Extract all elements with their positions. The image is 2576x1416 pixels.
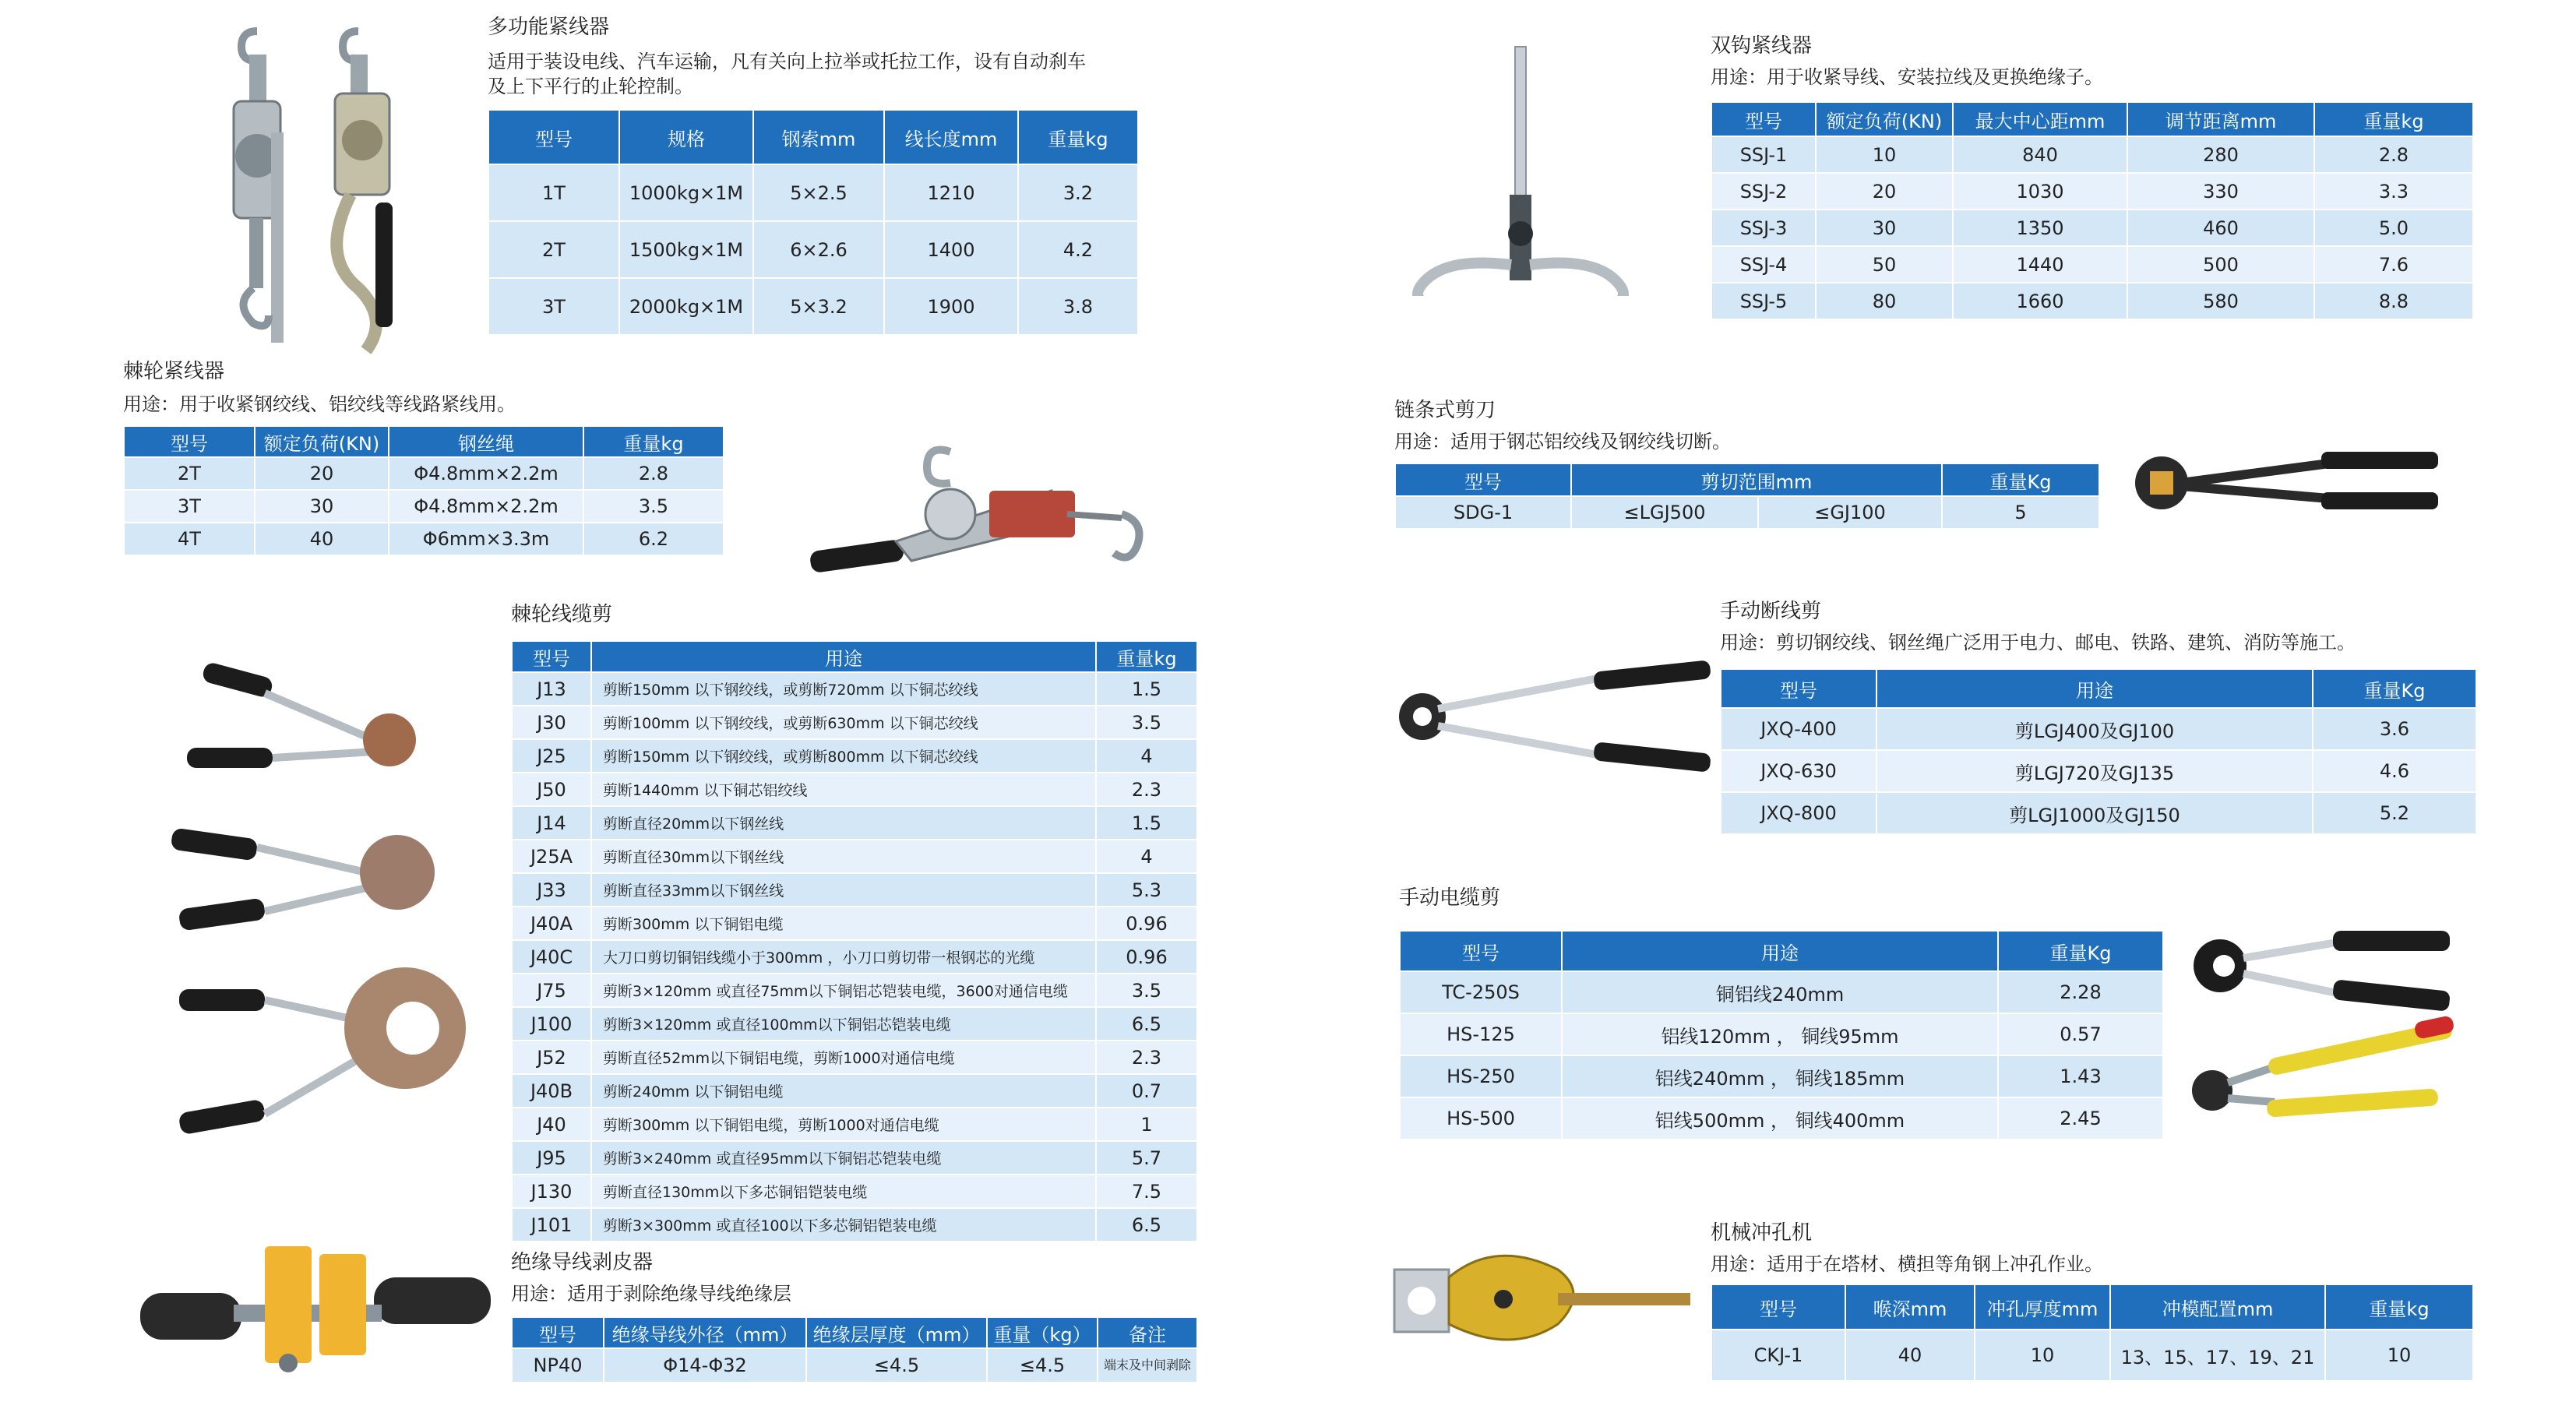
cell: J101 [512, 1208, 591, 1242]
table-row [1711, 136, 2473, 173]
header-cell: 重量kg [583, 426, 724, 457]
cell: J25 [512, 739, 591, 773]
header-cell: 型号 [1711, 102, 1816, 136]
ratchet-cutter-table [511, 640, 1198, 1242]
table-row [512, 773, 1197, 806]
cell: 1.5 [1096, 672, 1197, 706]
cell: 5.3 [1096, 873, 1197, 907]
table-row [1400, 1013, 2163, 1055]
cell: 1 [1096, 1108, 1197, 1141]
header-cell: 最大中心距mm [1953, 102, 2127, 136]
cell: 40 [255, 523, 389, 555]
header-cell: 型号 [1711, 1284, 1845, 1330]
cell: 剪断直径33mm以下钢丝线 [591, 873, 1096, 907]
cell: 剪LGJ1000及GJ150 [1876, 792, 2313, 834]
cell: 剪断300mm 以下铜铝电缆，剪断1000对通信电缆 [591, 1108, 1096, 1141]
cell: 剪LGJ720及GJ135 [1876, 750, 2313, 792]
table-row [512, 1041, 1197, 1074]
header-cell: 重量Kg [1998, 931, 2163, 971]
cell: 大刀口剪切铜铝线缆小于300mm ，小刀口剪切带一根钢芯的光缆 [591, 940, 1096, 974]
cell: JXQ-800 [1721, 792, 1876, 834]
header-cell: 钢丝绳 [389, 426, 583, 457]
stripper-table [511, 1316, 1198, 1383]
header-cell: 冲孔厚度mm [1975, 1284, 2110, 1330]
cell: Φ6mm×3.3m [389, 523, 583, 555]
cell: SSJ-4 [1711, 246, 1816, 283]
cell: 3T [124, 490, 255, 523]
cell: 2.28 [1998, 971, 2163, 1013]
cell: 5.7 [1096, 1141, 1197, 1175]
ratchet-tensioner-title: 棘轮紧线器 [123, 360, 225, 383]
ratchet-tensioner-image [795, 428, 1200, 584]
punch-desc: 用途：适用于在塔材、横担等角钢上冲孔作业。 [1711, 1253, 2103, 1275]
cell: 330 [2127, 173, 2314, 210]
cable-cutter-title: 手动电缆剪 [1399, 886, 1501, 910]
cell: J14 [512, 806, 591, 840]
header-cell: 重量（kg） [987, 1317, 1098, 1348]
table-row [512, 907, 1197, 940]
table-row [512, 1175, 1197, 1208]
header-cell: 调节距离mm [2127, 102, 2314, 136]
table-row [512, 1007, 1197, 1041]
cell: 0.7 [1096, 1074, 1197, 1108]
cell: 2.8 [2314, 136, 2473, 173]
header-cell: 钢索mm [753, 110, 884, 164]
cell: 1400 [884, 221, 1018, 278]
cell: TC-250S [1400, 971, 1562, 1013]
cell: 剪断150mm 以下钢绞线，或剪断720mm 以下铜芯绞线 [591, 672, 1096, 706]
ratchet-cutter-title: 棘轮线缆剪 [511, 603, 613, 626]
cell: J40A [512, 907, 591, 940]
cell: 2.45 [1998, 1097, 2163, 1139]
cell: 20 [255, 457, 389, 490]
cell: 1900 [884, 278, 1018, 335]
table-row [512, 706, 1197, 739]
table-row [1395, 496, 2099, 529]
cell: 500 [2127, 246, 2314, 283]
chain-cutter-desc: 用途：适用于钢芯铝绞线及钢绞线切断。 [1394, 431, 1731, 453]
cell: 4T [124, 523, 255, 555]
cell: 3.8 [1018, 278, 1138, 335]
cell: 5.0 [2314, 210, 2473, 246]
cell: 30 [1816, 210, 1953, 246]
cable-cutter-yellow [2192, 1015, 2455, 1118]
lever-hoist-1 [234, 31, 284, 343]
multi-tensioner-table [488, 109, 1139, 336]
cell: 剪断3×120mm 或直径75mm以下铜铝芯铠装电缆，3600对通信电缆 [591, 974, 1096, 1007]
multi-tensioner-desc-line1: 适用于装设电线、汽车运输，凡有关向上拉举或托拉工作，设有自动刹车 [488, 51, 1086, 72]
cell: J40 [512, 1108, 591, 1141]
table-row [1711, 1330, 2473, 1381]
stripper-desc: 用途：适用于剥除绝缘导线绝缘层 [511, 1283, 791, 1305]
header-cell: 重量Kg [2313, 669, 2476, 708]
table-row [512, 672, 1197, 706]
cell: J13 [512, 672, 591, 706]
table-row [1711, 173, 2473, 210]
ratchet-tensioner-desc: 用途：用于收紧钢绞线、铝绞线等线路紧线用。 [123, 393, 516, 415]
table-row [512, 873, 1197, 907]
cell: 13、15、17、19、21 [2110, 1330, 2325, 1381]
cell: 铝线240mm ， 铜线185mm [1562, 1055, 1998, 1097]
table-row [1711, 283, 2473, 319]
cell: 6×2.6 [753, 221, 884, 278]
cell: 5 [1942, 496, 2099, 529]
cell: NP40 [512, 1348, 604, 1383]
table-row [1721, 750, 2476, 792]
chain-cutter-image [2127, 436, 2454, 530]
cell: J30 [512, 706, 591, 739]
cell: 2T [124, 457, 255, 490]
cell: 10 [1975, 1330, 2110, 1381]
cell: J100 [512, 1007, 591, 1041]
chain-cutter-table [1394, 463, 2100, 530]
cell: ≤4.5 [806, 1348, 987, 1383]
cell: 剪断150mm 以下钢绞线，或剪断800mm 以下铜芯绞线 [591, 739, 1096, 773]
table-row [1721, 708, 2476, 750]
cell: SSJ-3 [1711, 210, 1816, 246]
table-row [1400, 1097, 2163, 1139]
cell: 剪断3×240mm 或直径95mm以下铜铝芯铠装电缆 [591, 1141, 1096, 1175]
cell: ≤4.5 [987, 1348, 1098, 1383]
table-row [512, 940, 1197, 974]
cell: 5×3.2 [753, 278, 884, 335]
cell: JXQ-400 [1721, 708, 1876, 750]
header-cell: 绝缘层厚度（mm） [806, 1317, 987, 1348]
header-cell: 用途 [1876, 669, 2313, 708]
table-row [512, 1074, 1197, 1108]
ratchet-cutter-images [164, 654, 491, 1153]
cell: 7.5 [1096, 1175, 1197, 1208]
double-hook-desc: 用途：用于收紧导线、安装拉线及更换绝缘子。 [1711, 66, 2103, 88]
cell: CKJ-1 [1711, 1330, 1845, 1381]
header-cell: 型号 [488, 110, 619, 164]
cell: J40B [512, 1074, 591, 1108]
cable-cutter-images [2181, 919, 2461, 1137]
cell: 3.5 [583, 490, 724, 523]
cell: 剪断3×120mm 或直径100mm以下铜铝芯铠装电缆 [591, 1007, 1096, 1041]
header-cell: 型号 [124, 426, 255, 457]
cell: 0.96 [1096, 940, 1197, 974]
cell: J95 [512, 1141, 591, 1175]
cell: 6.5 [1096, 1208, 1197, 1242]
header-cell: 重量kg [1096, 641, 1197, 672]
cable-cutter-table [1399, 930, 2164, 1140]
cell: 剪断100mm 以下钢绞线，或剪断630mm 以下铜芯绞线 [591, 706, 1096, 739]
header-cell: 重量kg [1018, 110, 1138, 164]
cell: 3T [488, 278, 619, 335]
cell: 6.2 [583, 523, 724, 555]
cell: 5.2 [2313, 792, 2476, 834]
cell: 4 [1096, 840, 1197, 873]
cell: 0.57 [1998, 1013, 2163, 1055]
table-row [512, 1208, 1197, 1242]
cell: 1T [488, 164, 619, 221]
multi-tensioner-desc-line2: 及上下平行的止轮控制。 [488, 76, 693, 97]
stripper-image [132, 1231, 499, 1386]
cell: 1350 [1953, 210, 2127, 246]
cell: HS-500 [1400, 1097, 1562, 1139]
cell: 剪断直径20mm以下钢丝线 [591, 806, 1096, 840]
cell: 4.2 [1018, 221, 1138, 278]
cell: 1210 [884, 164, 1018, 221]
cell: 7.6 [2314, 246, 2473, 283]
header-cell: 用途 [591, 641, 1096, 672]
cell: SDG-1 [1395, 496, 1571, 529]
cell: 50 [1816, 246, 1953, 283]
cell: JXQ-630 [1721, 750, 1876, 792]
header-cell: 型号 [512, 1317, 604, 1348]
cell: 2.3 [1096, 773, 1197, 806]
cell: 4 [1096, 739, 1197, 773]
table-row [512, 806, 1197, 840]
cell: 20 [1816, 173, 1953, 210]
cell: J52 [512, 1041, 591, 1074]
cell: J33 [512, 873, 591, 907]
ratchet-tensioner-table [123, 425, 724, 556]
punch-image [1387, 1231, 1698, 1363]
cell: 3.3 [2314, 173, 2473, 210]
header-cell: 绝缘导线外径（mm） [604, 1317, 806, 1348]
punch-title: 机械冲孔机 [1711, 1221, 1813, 1245]
cell: 剪LGJ400及GJ100 [1876, 708, 2313, 750]
cell: 460 [2127, 210, 2314, 246]
cell: 剪断直径130mm以下多芯铜铝铠装电缆 [591, 1175, 1096, 1208]
cell: SSJ-1 [1711, 136, 1816, 173]
header-cell: 型号 [512, 641, 591, 672]
cell: 2000kg×1M [619, 278, 753, 335]
cell: HS-250 [1400, 1055, 1562, 1097]
cell: SSJ-5 [1711, 283, 1816, 319]
cell: 铜铝线240mm [1562, 971, 1998, 1013]
header-cell: 型号 [1400, 931, 1562, 971]
header-cell: 冲模配置mm [2110, 1284, 2325, 1330]
cell: 4.6 [2313, 750, 2476, 792]
cell: 1.43 [1998, 1055, 2163, 1097]
cell: 1660 [1953, 283, 2127, 319]
table-row [512, 974, 1197, 1007]
table-row [512, 739, 1197, 773]
cell: 剪断直径30mm以下钢丝线 [591, 840, 1096, 873]
ratchet-cutter-medium [171, 827, 435, 931]
cell: J40C [512, 940, 591, 974]
cell: Φ4.8mm×2.2m [389, 490, 583, 523]
cell: 8.8 [2314, 283, 2473, 319]
cell: 30 [255, 490, 389, 523]
header-cell: 剪切范围mm [1571, 463, 1942, 496]
header-cell: 规格 [619, 110, 753, 164]
chain-cutter-title: 链条式剪刀 [1394, 399, 1496, 422]
cell: 1030 [1953, 173, 2127, 210]
header-cell: 喉深mm [1845, 1284, 1975, 1330]
header-cell: 重量Kg [1942, 463, 2099, 496]
cell: 3.5 [1096, 706, 1197, 739]
cell: J25A [512, 840, 591, 873]
manual-breaker-table [1720, 668, 2477, 835]
table-row [512, 1348, 1197, 1383]
cell: 10 [2325, 1330, 2473, 1381]
header-cell: 重量kg [2325, 1284, 2473, 1330]
cell: 580 [2127, 283, 2314, 319]
manual-breaker-image [1391, 654, 1718, 787]
cable-cutter-black [2194, 931, 2451, 1012]
cell: 3.2 [1018, 164, 1138, 221]
double-hook-title: 双钩紧线器 [1711, 34, 1813, 58]
table-row [488, 164, 1138, 221]
table-row [1711, 210, 2473, 246]
cell: 剪断300mm 以下铜铝电缆 [591, 907, 1096, 940]
table-row [124, 490, 724, 523]
manual-breaker-title: 手动断线剪 [1720, 600, 1822, 623]
cell: Φ4.8mm×2.2m [389, 457, 583, 490]
table-row [124, 523, 724, 555]
cell: SSJ-2 [1711, 173, 1816, 210]
table-row [512, 1141, 1197, 1175]
cell: 剪断3×300mm 或直径100以下多芯铜铝铠装电缆 [591, 1208, 1096, 1242]
cell: ≤GJ100 [1758, 496, 1942, 529]
cell: HS-125 [1400, 1013, 1562, 1055]
stripper-title: 绝缘导线剥皮器 [511, 1251, 654, 1274]
cell: 铝线500mm ， 铜线400mm [1562, 1097, 1998, 1139]
table-row [512, 840, 1197, 873]
header-cell: 型号 [1395, 463, 1571, 496]
cell: Φ14-Φ32 [604, 1348, 806, 1383]
table-row [1721, 792, 2476, 834]
manual-breaker-desc: 用途：剪切钢绞线、钢丝绳广泛用于电力、邮电、铁路、建筑、消防等施工。 [1720, 632, 2356, 653]
cell: 0.96 [1096, 907, 1197, 940]
cell: 5×2.5 [753, 164, 884, 221]
ratchet-cutter-small [187, 661, 416, 768]
cell: 2T [488, 221, 619, 278]
cell: ≤LGJ500 [1571, 496, 1758, 529]
table-row [1711, 246, 2473, 283]
cell: 剪断1440mm 以下铜芯铝绞线 [591, 773, 1096, 806]
cell: 3.6 [2313, 708, 2476, 750]
cell: 1000kg×1M [619, 164, 753, 221]
cell: 1440 [1953, 246, 2127, 283]
lever-hoist-2 [335, 31, 393, 350]
table-row [124, 457, 724, 490]
cell: 6.5 [1096, 1007, 1197, 1041]
header-cell: 型号 [1721, 669, 1876, 708]
table-row [1400, 1055, 2163, 1097]
cell: 2.8 [583, 457, 724, 490]
cell: J130 [512, 1175, 591, 1208]
cell: 40 [1845, 1330, 1975, 1381]
double-hook-image [1394, 39, 1675, 296]
multi-tensioner-title: 多功能紧线器 [488, 16, 610, 39]
cell: 铝线120mm ， 铜线95mm [1562, 1013, 1998, 1055]
header-cell: 额定负荷(KN) [255, 426, 389, 457]
cell: 10 [1816, 136, 1953, 173]
ratchet-cutter-large [178, 967, 466, 1135]
cell: 840 [1953, 136, 2127, 173]
cell: 1.5 [1096, 806, 1197, 840]
cell: J50 [512, 773, 591, 806]
header-cell: 重量kg [2314, 102, 2473, 136]
cell: 1500kg×1M [619, 221, 753, 278]
table-row [488, 221, 1138, 278]
header-cell: 线长度mm [884, 110, 1018, 164]
header-cell: 额定负荷(KN) [1816, 102, 1953, 136]
cell: 3.5 [1096, 974, 1197, 1007]
cell: 2.3 [1096, 1041, 1197, 1074]
cell: 剪断240mm 以下铜铝电缆 [591, 1074, 1096, 1108]
cell: 280 [2127, 136, 2314, 173]
lever-hoist-image [195, 16, 452, 374]
header-cell: 备注 [1098, 1317, 1197, 1348]
cell: 80 [1816, 283, 1953, 319]
double-hook-table [1711, 101, 2474, 320]
cell: 端末及中间剥除 [1098, 1348, 1197, 1383]
table-row [1400, 971, 2163, 1013]
cell: J75 [512, 974, 591, 1007]
table-row [512, 1108, 1197, 1141]
punch-table [1711, 1284, 2474, 1382]
cell: 剪断直径52mm以下铜铝电缆，剪断1000对通信电缆 [591, 1041, 1096, 1074]
header-cell: 用途 [1562, 931, 1998, 971]
table-row [488, 278, 1138, 335]
